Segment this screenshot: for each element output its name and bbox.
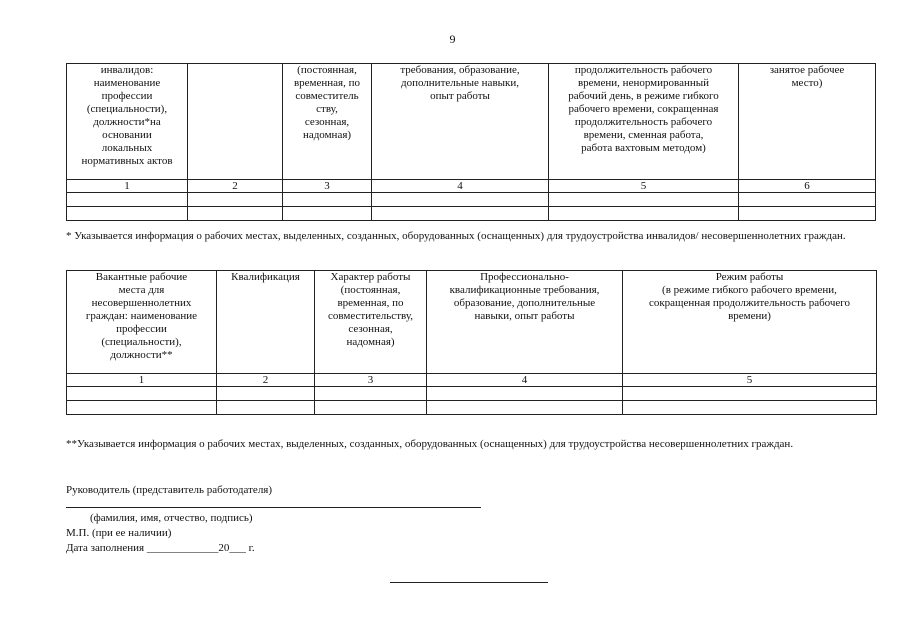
- fill-date-line: Дата заполнения _____________20___ г.: [66, 542, 255, 554]
- empty-cell[interactable]: [623, 401, 877, 415]
- column-number: 2: [217, 374, 315, 387]
- column-number: 4: [372, 180, 549, 193]
- table-row: [67, 193, 876, 207]
- table-header-row: [67, 271, 877, 374]
- column-number: 1: [67, 180, 188, 193]
- header-cell: Профессионально- квалификационные требования, образование, дополнительные навыки, опыт работы: [427, 271, 623, 374]
- empty-cell[interactable]: [315, 387, 427, 401]
- header-cell: продолжительность рабочего времени, ненормированный рабочий день, в режиме гибкого рабочего времени, сокращенная продолжительность рабочего времени, сменная работа, работа вахтовым методом): [549, 64, 739, 180]
- header-cell: [188, 64, 283, 180]
- header-cell: Режим работы (в режиме гибкого рабочего времени, сокращенная продолжительность рабочего времени): [623, 271, 877, 374]
- empty-cell[interactable]: [739, 193, 876, 207]
- empty-cell[interactable]: [67, 401, 217, 415]
- empty-cell[interactable]: [67, 387, 217, 401]
- column-numbers-row: [67, 180, 876, 193]
- table-row: [67, 401, 877, 415]
- footnote-minors: **Указывается информация о рабочих местах, выделенных, созданных, оборудованных (оснащенных) для трудоустройства несовершеннолетних граждан.: [66, 438, 794, 450]
- table-header-row: [67, 64, 876, 180]
- header-cell: Квалификация: [217, 271, 315, 374]
- header-cell: требования, образование, дополнительные навыки, опыт работы: [372, 64, 549, 180]
- empty-cell[interactable]: [188, 207, 283, 221]
- column-number: 5: [623, 374, 877, 387]
- table-row: [67, 387, 877, 401]
- empty-cell[interactable]: [623, 387, 877, 401]
- column-number: 2: [188, 180, 283, 193]
- empty-cell[interactable]: [67, 207, 188, 221]
- column-number: 3: [315, 374, 427, 387]
- empty-cell[interactable]: [549, 207, 739, 221]
- header-cell: инвалидов: наименование профессии (специальности), должности*на основании локальных нормативных актов: [67, 64, 188, 180]
- header-cell: (постоянная, временная, по совместитель ству, сезонная, надомная): [283, 64, 372, 180]
- disabled-workplaces-table: [66, 63, 876, 221]
- empty-cell[interactable]: [739, 207, 876, 221]
- empty-cell[interactable]: [372, 193, 549, 207]
- header-cell: Характер работы (постоянная, временная, по совместительству, сезонная, надомная): [315, 271, 427, 374]
- empty-cell[interactable]: [427, 387, 623, 401]
- stamp-label: М.П. (при ее наличии): [66, 527, 172, 539]
- header-cell: занятое рабочее место): [739, 64, 876, 180]
- employer-representative-label: Руководитель (представитель работодателя): [66, 484, 273, 496]
- footnote-disabled: * Указывается информация о рабочих местах, выделенных, созданных, оборудованных (оснащенных) для трудоустройства инвалидов/ несовершеннолетних граждан.: [66, 230, 846, 242]
- column-number: 3: [283, 180, 372, 193]
- empty-cell[interactable]: [188, 193, 283, 207]
- table-row: [67, 207, 876, 221]
- column-numbers-row: [67, 374, 877, 387]
- empty-cell[interactable]: [67, 193, 188, 207]
- page-end-divider: [390, 582, 548, 583]
- empty-cell[interactable]: [427, 401, 623, 415]
- column-number: 1: [67, 374, 217, 387]
- empty-cell[interactable]: [372, 207, 549, 221]
- signature-line[interactable]: [66, 507, 481, 508]
- empty-cell[interactable]: [315, 401, 427, 415]
- empty-cell[interactable]: [283, 207, 372, 221]
- empty-cell[interactable]: [549, 193, 739, 207]
- empty-cell[interactable]: [217, 387, 315, 401]
- page-number: 9: [449, 32, 456, 46]
- empty-cell[interactable]: [283, 193, 372, 207]
- column-number: 5: [549, 180, 739, 193]
- minors-workplaces-table: [66, 270, 877, 415]
- header-cell: Вакантные рабочие места для несовершеннолетних граждан: наименование профессии (специальности), должности**: [67, 271, 217, 374]
- column-number: 6: [739, 180, 876, 193]
- column-number: 4: [427, 374, 623, 387]
- empty-cell[interactable]: [217, 401, 315, 415]
- signature-caption: (фамилия, имя, отчество, подпись): [90, 512, 253, 524]
